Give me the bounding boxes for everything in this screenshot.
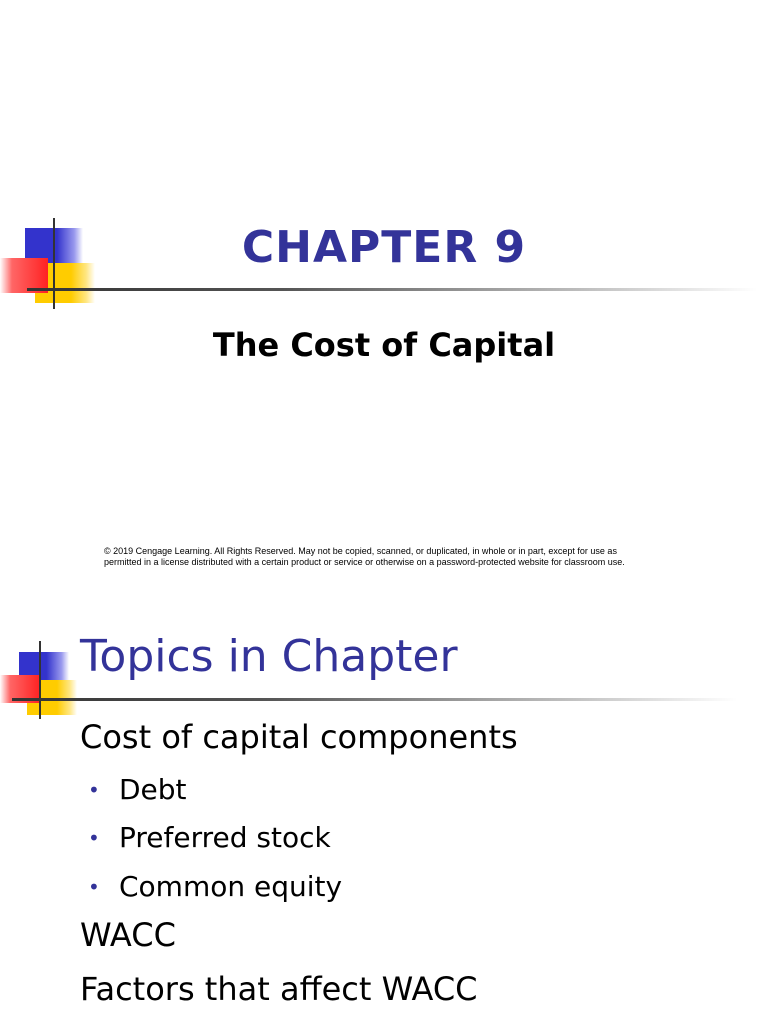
chapter-title: CHAPTER 9 xyxy=(241,222,527,273)
bullet-dot-icon: • xyxy=(88,874,100,899)
topic-text: Factors that affect WACC xyxy=(80,970,478,1008)
copyright-line-2: permitted in a license distributed with a certain product or service or otherwise on a password-protected website for classroom use. xyxy=(104,557,625,567)
topics-rule xyxy=(12,698,737,701)
copyright-line-1: © 2019 Cengage Learning. All Rights Reserved. May not be copied, scanned, or duplicated, in whole or in part, except for use as xyxy=(104,546,617,556)
decorative-squares-icon xyxy=(0,638,85,723)
copyright-notice xyxy=(104,546,684,568)
title-rule xyxy=(27,288,757,291)
subtopic-text: Debt xyxy=(119,773,187,806)
topics-title: Topics in Chapter xyxy=(80,631,458,682)
chapter-subtitle: The Cost of Capital xyxy=(212,326,556,364)
subtopic-item xyxy=(88,821,331,854)
topics-slide xyxy=(0,600,768,1024)
subtopic-text: Common equity xyxy=(119,870,343,903)
topic-text: WACC xyxy=(80,916,176,954)
bullet-dot-icon: • xyxy=(88,777,100,802)
topic-item xyxy=(80,916,176,954)
topic-text: Cost of capital components xyxy=(80,718,518,756)
subtopic-item xyxy=(88,870,342,903)
topic-item xyxy=(80,718,518,756)
bullet-dot-icon: • xyxy=(88,825,100,850)
subtopic-item xyxy=(88,773,187,806)
topic-item xyxy=(80,970,478,1008)
subtopic-text: Preferred stock xyxy=(119,821,331,854)
